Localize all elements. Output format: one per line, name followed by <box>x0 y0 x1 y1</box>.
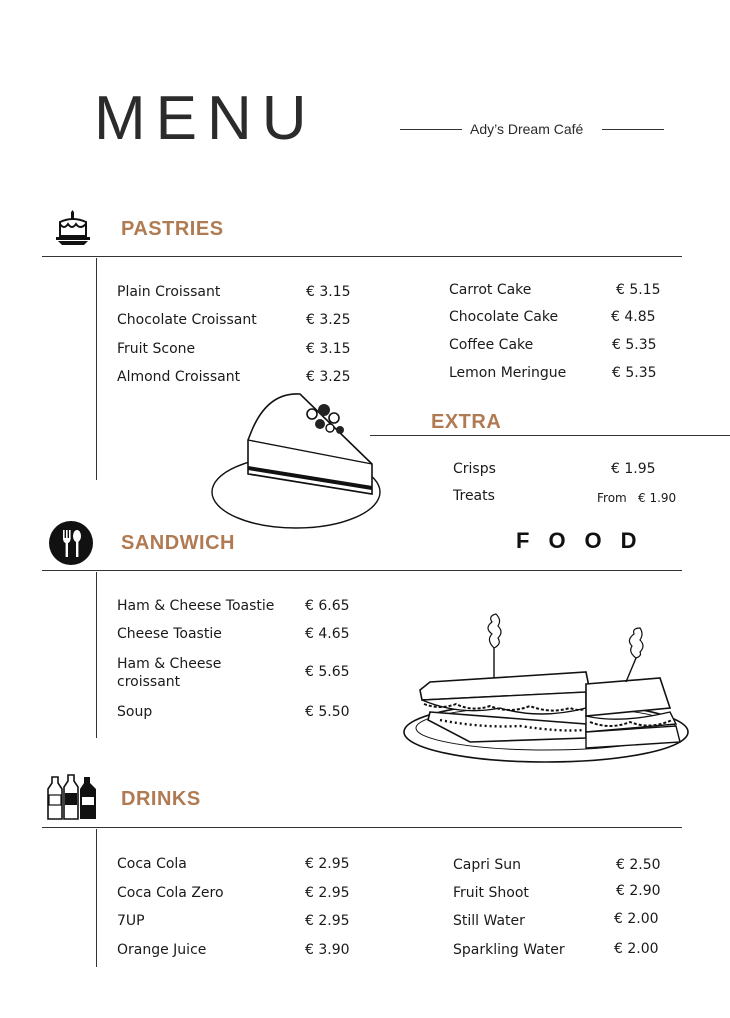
bottles-icon <box>46 773 98 823</box>
menu-item-price: € 3.15 <box>306 341 351 357</box>
menu-item-name: Fruit Shoot <box>453 885 529 901</box>
divider <box>370 435 730 436</box>
menu-item-name: Fruit Scone <box>117 341 196 357</box>
section-title-pastries: PASTRIES <box>121 218 224 240</box>
cafe-name: Ady’s Dream Café <box>470 121 584 137</box>
section-title-drinks: DRINKS <box>121 788 201 810</box>
menu-item-price: € 5.50 <box>305 704 350 720</box>
divider <box>42 570 682 571</box>
cafe-name-banner <box>400 120 664 140</box>
menu-item-price: € 2.00 <box>614 911 659 927</box>
menu-item-price: € 2.90 <box>616 883 661 899</box>
page-title: MENU <box>94 84 317 153</box>
menu-item-price: € 5.35 <box>612 365 657 381</box>
menu-item-name: Treats <box>453 488 495 504</box>
menu-item-name: Almond Croissant <box>117 369 241 385</box>
menu-item-price: € 1.95 <box>611 461 656 477</box>
menu-item-name: Orange Juice <box>117 942 207 958</box>
menu-item-price: € 2.95 <box>305 885 350 901</box>
menu-item-name: Chocolate Croissant <box>117 312 257 328</box>
sandwich-plate-illustration <box>400 612 700 768</box>
menu-item-price: € 3.25 <box>306 369 351 385</box>
menu-item-price: € 2.00 <box>614 941 659 957</box>
menu-item-name: Capri Sun <box>453 857 521 873</box>
divider <box>400 129 462 130</box>
menu-item-name: Plain Croissant <box>117 284 221 300</box>
price-prefix: From <box>597 491 627 505</box>
menu-item-price: € 3.90 <box>305 942 350 958</box>
menu-item-price: € 3.25 <box>306 312 351 328</box>
menu-item-price: € 2.50 <box>616 857 661 873</box>
menu-item-name: Ham & Cheese Toastie <box>117 598 275 614</box>
menu-item-name: Coca Cola Zero <box>117 885 224 901</box>
cheesecake-illustration <box>208 388 388 534</box>
menu-item-price: € 3.15 <box>306 284 351 300</box>
menu-item-name: Sparkling Water <box>453 942 565 958</box>
section-title-sandwich: SANDWICH <box>121 532 235 554</box>
divider <box>42 827 682 828</box>
menu-item-name: Still Water <box>453 913 525 929</box>
menu-item-price: € 1.90 <box>638 491 677 505</box>
food-label: FOOD <box>516 528 656 553</box>
menu-item-price: € 4.85 <box>611 309 656 325</box>
menu-item-name: Ham & Cheese croissant <box>117 656 222 690</box>
menu-item-price: € 4.65 <box>305 626 350 642</box>
divider <box>42 256 682 257</box>
fork-spoon-icon <box>48 520 94 566</box>
divider <box>96 829 97 967</box>
menu-item-name: Crisps <box>453 461 496 477</box>
menu-item-price: € 6.65 <box>305 598 350 614</box>
menu-item-price: € 2.95 <box>305 856 350 872</box>
divider <box>96 572 97 738</box>
menu-item-price: € 5.35 <box>612 337 657 353</box>
menu-item-price: € 2.95 <box>305 913 350 929</box>
menu-item-name: Cheese Toastie <box>117 626 222 642</box>
menu-item-name: Lemon Meringue <box>449 365 567 381</box>
menu-item-name: 7UP <box>117 913 145 929</box>
divider <box>96 258 97 480</box>
menu-item-name: Soup <box>117 704 153 720</box>
menu-item-name: Coca Cola <box>117 856 187 872</box>
menu-item-name: Carrot Cake <box>449 282 532 298</box>
cake-icon <box>54 210 92 248</box>
section-title-extra: EXTRA <box>431 411 502 433</box>
divider <box>602 129 664 130</box>
menu-item-price: € 5.65 <box>305 664 350 680</box>
menu-item-name: Coffee Cake <box>449 337 534 353</box>
menu-item-price: € 5.15 <box>616 282 661 298</box>
menu-item-name: Chocolate Cake <box>449 309 559 325</box>
